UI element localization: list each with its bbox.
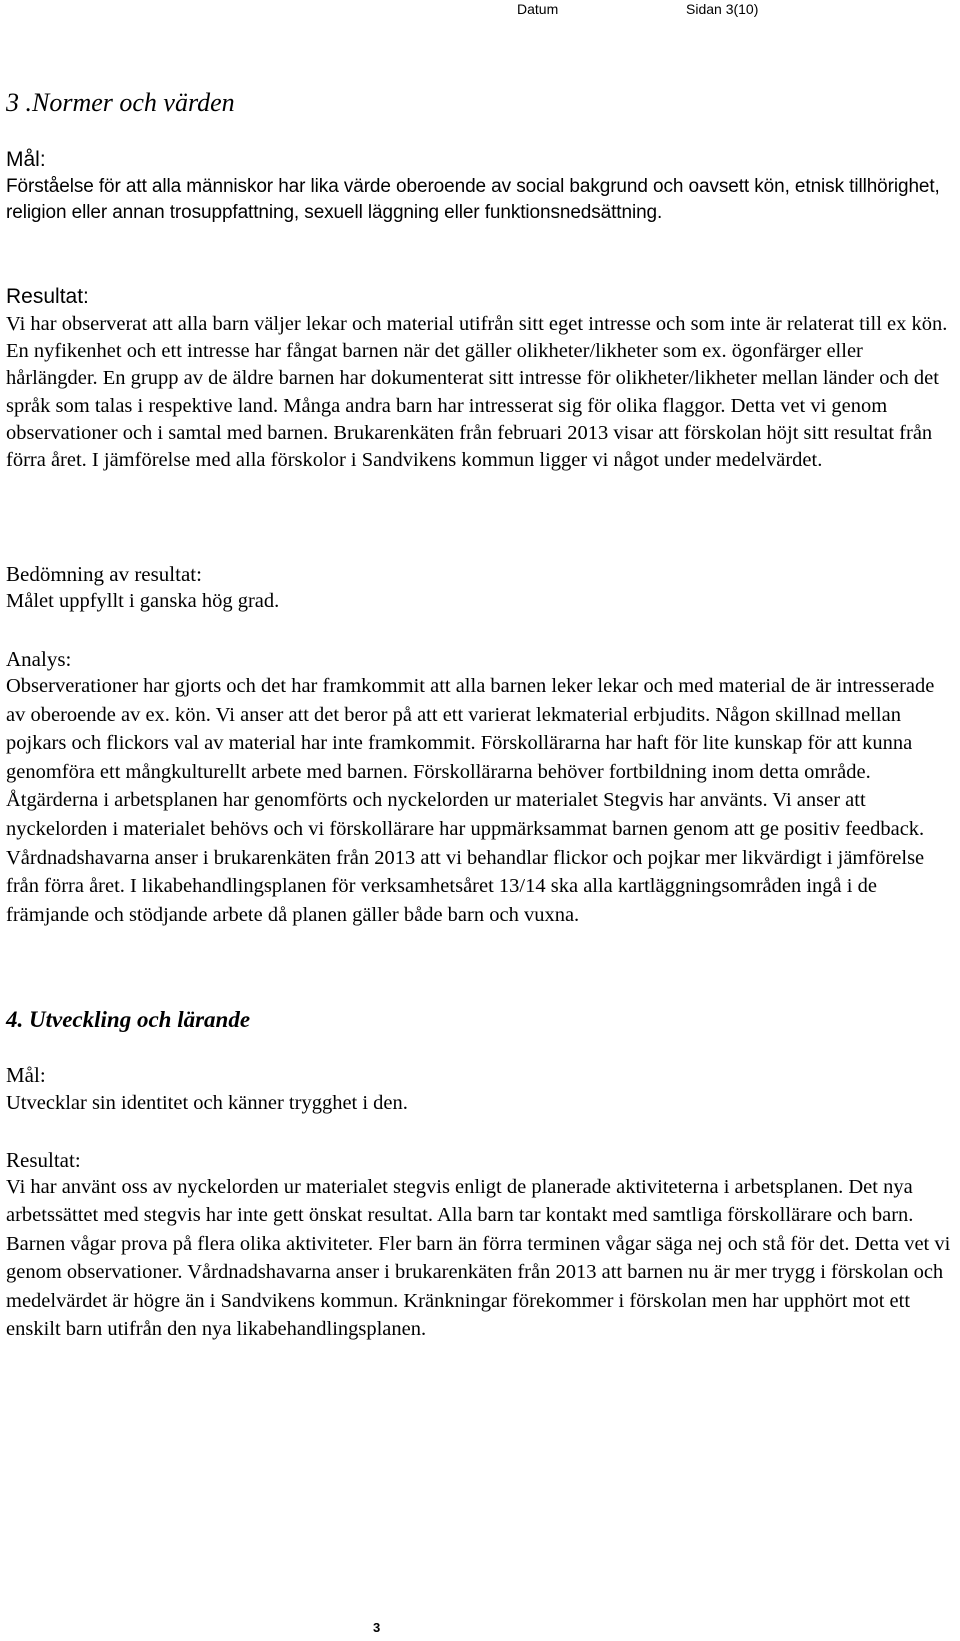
header-date-label: Datum (517, 1, 559, 17)
section-3-analysis-label: Analys: (6, 647, 72, 671)
section-3-goal-text: Förståelse för att alla människor har lika värde oberoende av social bakgrund och oavsett kön, etnisk tillhörighet, religion eller annan trosuppfattning, sexuell läggning eller funktionsnedsättning. (6, 176, 940, 223)
section-4-result-text: Vi har använt oss av nyckelorden ur materialet stegvis enligt de planerade aktiviteterna i arbetsplanen. Det nya arbetssättet med stegvis har inte gett önskat resultat. Alla barn tar kontakt med samtliga förskollärare och barn. Barnen vågar prova på flera olika aktiviteter. Fler barn än förra terminen vågar säga nej och stå för det. Detta vet vi genom observationer. Vårdnadshavarna anser i brukarenkäten från 2013 att barnen nu är mer trygg i förskolan och medelvärdet är högre än i Sandvikens kommun. Kränkningar förekommer i förskolan men har upphört mot ett enskilt barn utifrån den nya likabehandlingsplanen. (6, 1176, 951, 1341)
section-3-assessment-label: Bedömning av resultat: (6, 562, 202, 586)
section-4-result-label: Resultat: (6, 1148, 81, 1172)
section-4-title: 4. Utveckling och lärande (6, 1007, 251, 1032)
page-header (0, 0, 960, 30)
section-3-assessment-text: Målet uppfyllt i ganska hög grad. (6, 590, 280, 612)
section-3-goal-label: Mål: (6, 148, 46, 171)
page-number: 3 (373, 1620, 381, 1635)
section-3-analysis-text: Observerationer har gjorts och det har framkommit att alla barnen leker lekar och med material de är intresserade av oberoende av ex. kön. Vi anser att det beror på att ett varierat lekmaterial erbjudits. Någon skillnad mellan pojkars och flickors val av material har inte framkommit. Förskollärarna har haft för lite kunskap för att kunna genomföra ett mångkulturellt arbete med barnen. Förskollärarna behöver fortbildning inom detta område. Åtgärderna i arbetsplanen har genomförts och nyckelorden ur materialet Stegvis har använts. Vi anser att nyckelorden i materialet behövs och vi förskollärare har uppmärksammat barnen genom att ge positiv feedback. Vårdnadshavarna anser i brukarenkäten från 2013 att vi behandlar flickor och pojkar mer likvärdigt i jämförelse från förra året. I likabehandlingsplanen för verksamhetsåret 13/14 ska alla kartläggningsområden ingå i de främjande och stödjande arbete då planen gäller både barn och vuxna. (6, 675, 935, 926)
section-3-title: 3 .Normer och värden (6, 88, 235, 117)
section-4-goal-text: Utvecklar sin identitet och känner trygghet i den. (6, 1092, 408, 1114)
section-3-result-label: Resultat: (6, 285, 89, 308)
section-3-result-text: Vi har observerat att alla barn väljer lekar och material utifrån sitt eget intresse och som inte är relaterat till ex kön. En nyfikenhet och ett intresse har fångat barnen när det gäller olikheter/likheter som ex. ögonfärger eller hårlängder. En grupp av de äldre barnen har dokumenterat sitt intresse för olikheter/likheter mellan länder och det språk som talas i respektive land. Många andra barn har intresserat sig för olika flaggor. Detta vet vi genom observationer och i samtal med barnen. Brukarenkäten från februari 2013 visar att förskolan höjt sitt resultat från förra året. I jämförelse med alla förskolor i Sandvikens kommun ligger vi något under medelvärdet. (6, 313, 948, 472)
header-page-label: Sidan 3(10) (686, 1, 759, 17)
section-4-goal-label: Mål: (6, 1063, 46, 1087)
